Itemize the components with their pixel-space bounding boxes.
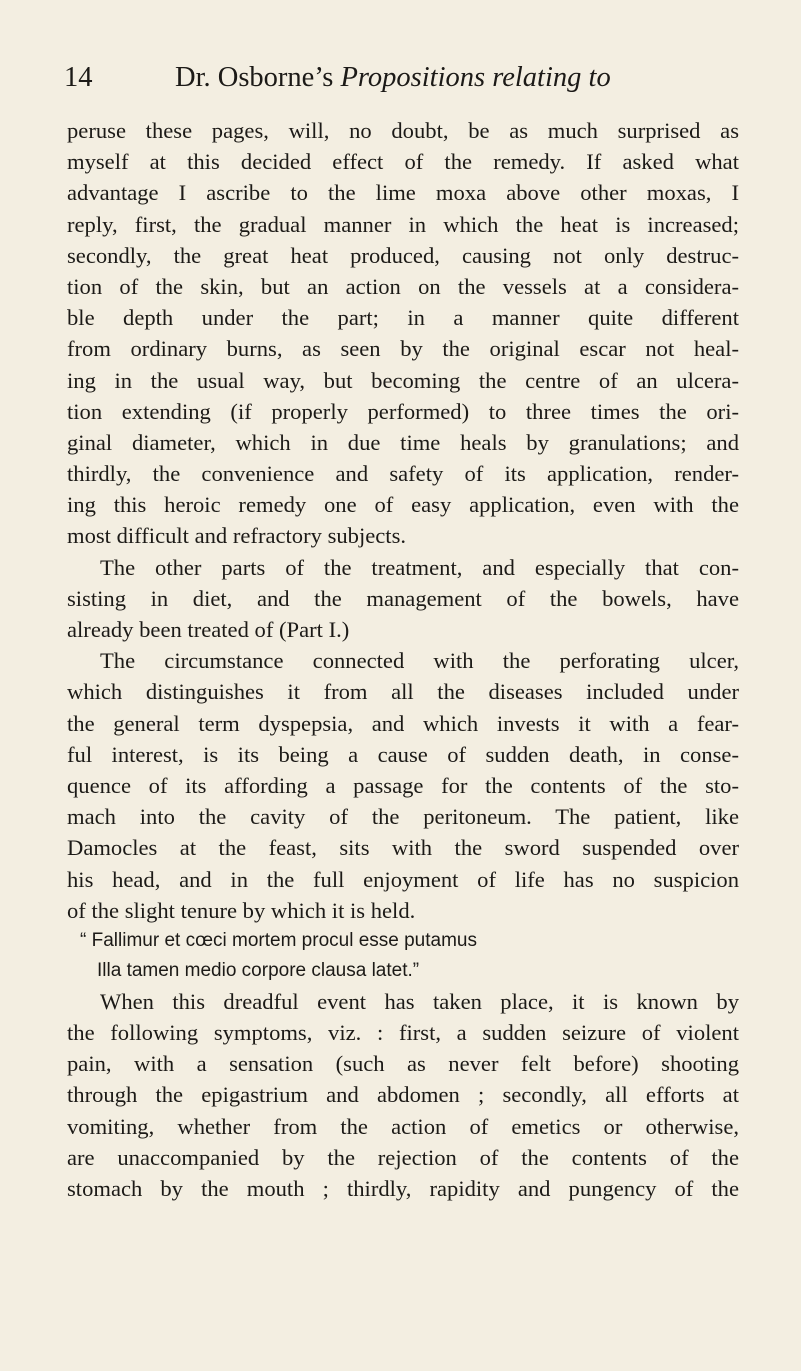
text-line: tion of the skin, but an action on the vessels at a considera- [67, 273, 739, 299]
text-line: are unaccompanied by the rejection of the contents of the [67, 1144, 739, 1170]
running-title-italic: Propositions relating to [340, 62, 611, 93]
text-line: pain, with a sensation (such as never felt before) shooting [67, 1051, 739, 1077]
text-line: mach into the cavity of the peritoneum. The patient, like [67, 804, 739, 830]
text-line: ing this heroic remedy one of easy application, even with the [67, 492, 739, 518]
paragraph-2 [67, 552, 739, 646]
body-text [67, 115, 739, 1204]
text-line: ble depth under the part; in a manner quite different [67, 305, 739, 331]
text-line: ginal diameter, which in due time heals by granulations; and [67, 429, 739, 455]
text-line: reply, first, the gradual manner in which the heat is increased; [67, 211, 739, 237]
text-line: The circumstance connected with the perforating ulcer, [100, 648, 739, 674]
paragraph-3 [67, 645, 739, 926]
text-line: tion extending (if properly performed) to three times the ori- [67, 398, 739, 424]
paragraph-4 [67, 986, 739, 1204]
text-line: which distinguishes it from all the diseases included under [67, 679, 739, 705]
text-line: myself at this decided effect of the remedy. If asked what [67, 149, 739, 175]
text-line: ing in the usual way, but becoming the centre of an ulcera- [67, 367, 739, 393]
text-line: stomach by the mouth ; thirdly, rapidity and pungency of the [67, 1176, 739, 1201]
text-line: secondly, the great heat produced, causing not only destruc- [67, 242, 739, 268]
running-title-author: Dr. Osborne’s [175, 62, 334, 93]
text-line: through the epigastrium and abdomen ; secondly, all efforts at [67, 1082, 739, 1108]
text-line: of the slight tenure by which it is held. [67, 897, 416, 923]
quotation-line: Illa tamen medio corpore clausa latet.” [97, 959, 420, 981]
text-line: When this dreadful event has taken place, it is known by [100, 988, 739, 1014]
text-line: peruse these pages, will, no doubt, be as much surprised as [67, 118, 739, 143]
text-line: Damocles at the feast, sits with the sword suspended over [67, 835, 739, 861]
text-line: most difficult and refractory subjects. [67, 523, 407, 549]
paragraph-1 [67, 115, 739, 552]
text-line: ful interest, is its being a cause of sudden death, in conse- [67, 741, 739, 767]
text-line: advantage I ascribe to the lime moxa above other moxas, I [67, 180, 739, 206]
text-line: thirdly, the convenience and safety of its application, render- [67, 461, 739, 487]
text-line: vomiting, whether from the action of emetics or otherwise, [67, 1113, 739, 1139]
quotation-line: “ Fallimur et cœci mortem procul esse putamus [80, 929, 477, 951]
running-title [175, 62, 611, 94]
running-header [0, 62, 801, 98]
text-line: from ordinary burns, as seen by the original escar not heal- [67, 336, 739, 362]
text-line: quence of its affording a passage for the contents of the sto- [67, 772, 739, 798]
latin-quotation [67, 926, 739, 986]
text-line: The other parts of the treatment, and especially that con- [100, 554, 739, 580]
page-number: 14 [64, 62, 93, 93]
text-line: the general term dyspepsia, and which invests it with a fear- [67, 710, 739, 736]
text-line: his head, and in the full enjoyment of life has no suspicion [67, 866, 739, 892]
text-line: the following symptoms, viz. : first, a sudden seizure of violent [67, 1020, 739, 1046]
text-line: sisting in diet, and the management of the bowels, have [67, 585, 739, 611]
text-line: already been treated of (Part I.) [67, 617, 350, 642]
